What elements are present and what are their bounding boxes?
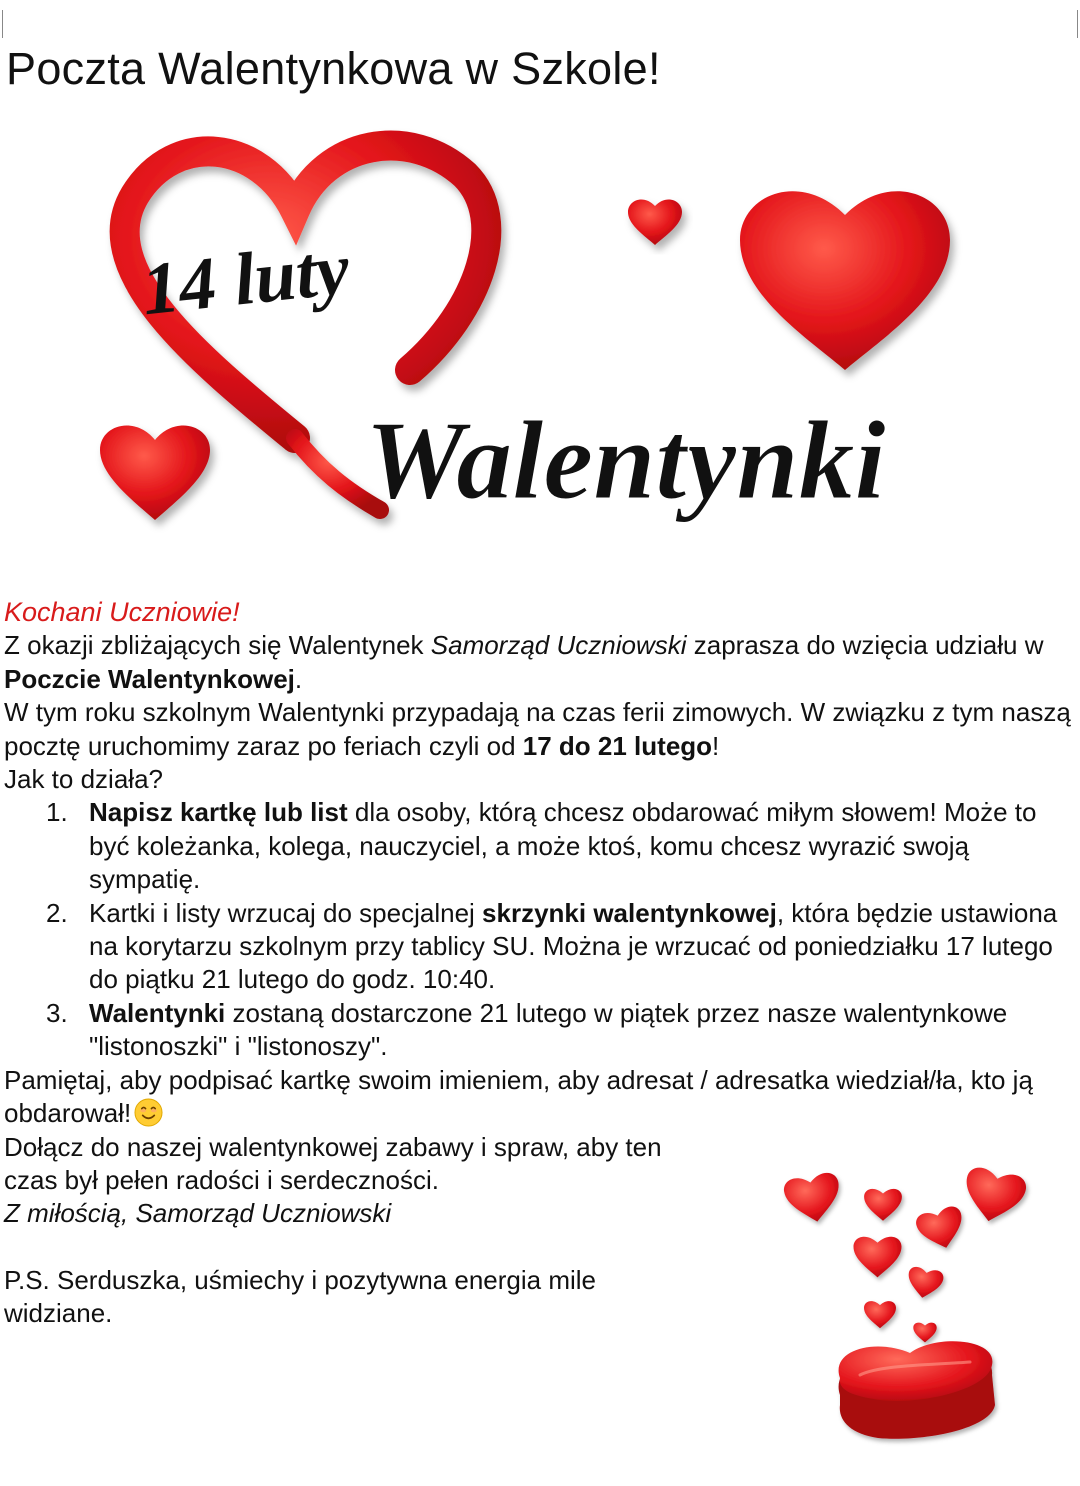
step-number: 1. bbox=[46, 797, 68, 828]
step-highlight: Napisz kartkę lub list bbox=[89, 797, 348, 828]
heart-small-icon bbox=[100, 426, 210, 520]
page-edge-right bbox=[1077, 10, 1078, 38]
step-highlight: Walentynki bbox=[89, 997, 226, 1028]
step-number: 3. bbox=[46, 997, 68, 1028]
page-edge-left bbox=[2, 10, 3, 38]
intro-text: Z okazji zbliżających się Walentynek bbox=[4, 630, 431, 661]
postscript: P.S. Serduszka, uśmiechy i pozytywna energia mile widziane. bbox=[4, 1264, 597, 1329]
step-number: 2. bbox=[46, 897, 68, 928]
step-text: , która będzie ustawiona na korytarzu szkolnym przy tablicy SU. Można je wrzucać od poniedziałku 17 lutego do piątku 21 lutego do godz. 10:40. bbox=[89, 897, 1058, 995]
greeting: Kochani Uczniowie! bbox=[4, 597, 240, 627]
list-item bbox=[4, 897, 1074, 997]
step-text: Kartki i listy wrzucaj do specjalnej bbox=[89, 897, 483, 928]
valentine-banner bbox=[80, 120, 1000, 570]
intro-text: zaprasza do wzięcia udziału w bbox=[686, 630, 1044, 661]
floating-hearts-icon bbox=[782, 1165, 1028, 1342]
how-title: Jak to działa? bbox=[4, 764, 163, 795]
signature: Z miłością, Samorząd Uczniowski bbox=[4, 1198, 392, 1229]
list-item bbox=[4, 997, 1074, 1064]
intro-paragraph bbox=[4, 629, 1074, 696]
step-text: zostaną dostarczone 21 lutego w piątek przez nasze walentynkowe "listonoszki" i "listonoszy". bbox=[89, 997, 1008, 1062]
heart-icon bbox=[740, 191, 950, 370]
heart-box-icon bbox=[839, 1341, 995, 1439]
list-item bbox=[4, 796, 1074, 896]
reminder-text: Pamiętaj, aby podpisać kartkę swoim imieniem, aby adresat / adresatka wiedział/ła, kto ją obdarował! bbox=[4, 1064, 1033, 1129]
banner-date-text: 14 luty bbox=[138, 227, 354, 332]
steps-list bbox=[4, 796, 1074, 1063]
invite-paragraph: Dołącz do naszej walentynkowej zabawy i spraw, aby ten czas był pełen radości i serdeczności. bbox=[4, 1131, 662, 1195]
step-highlight: skrzynki walentynkowej bbox=[482, 897, 777, 928]
period-text: W tym roku szkolnym Walentynki przypadają na czas ferii zimowych. W związku z tym naszą pocztę uruchomimy zaraz po feriach czyli od bbox=[4, 697, 1071, 761]
reminder-paragraph bbox=[4, 1064, 1074, 1131]
organizer-name: Samorząd Uczniowski bbox=[430, 630, 687, 661]
period-paragraph bbox=[4, 696, 1074, 763]
period-dates: 17 do 21 lutego bbox=[522, 730, 713, 761]
banner-word-text: Walentynki bbox=[365, 399, 886, 523]
intro-text: . bbox=[294, 663, 303, 694]
page-title: Poczta Walentynkowa w Szkole! bbox=[6, 43, 661, 94]
period-text: ! bbox=[712, 730, 720, 761]
event-name: Poczcie Walentynkowej bbox=[4, 663, 295, 694]
step-text: dla osoby, którą chcesz obdarować miłym słowem! Może to być koleżanka, kolega, nauczyciel, a może ktoś, komu chcesz wyrazić swoją sympatię. bbox=[89, 797, 1037, 895]
hearts-decoration bbox=[770, 1150, 1060, 1450]
smiley-icon bbox=[134, 1098, 163, 1127]
heart-small-icon bbox=[628, 199, 682, 245]
